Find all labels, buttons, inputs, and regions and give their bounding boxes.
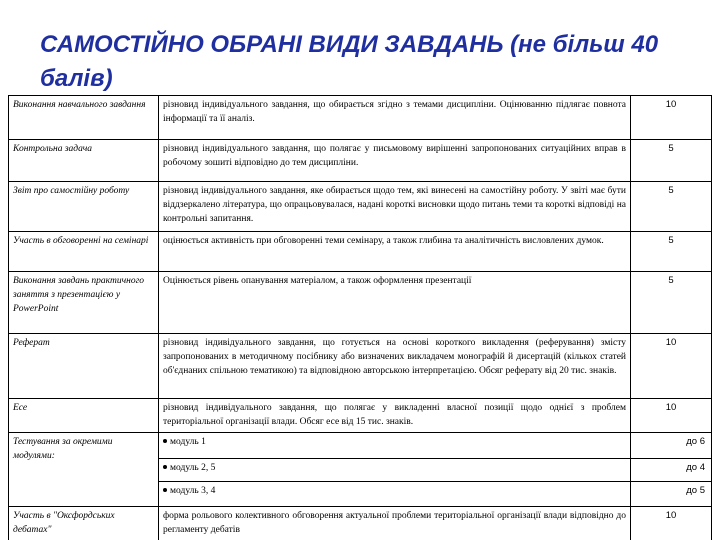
module-item xyxy=(159,459,631,482)
task-type: Участь в обговоренні на семінарі xyxy=(9,232,159,272)
task-type: Виконання завдань практичного заняття з презентацією у PowerPoint xyxy=(9,272,159,334)
table-row xyxy=(9,433,712,459)
task-points: до 4 xyxy=(631,459,712,482)
task-points: 5 xyxy=(631,140,712,182)
module-item xyxy=(159,482,631,507)
task-points: 10 xyxy=(631,334,712,399)
task-description: різновид індивідуального завдання, що полягає у письмовому вирішенні запропонованих ситуаційних вправ в робочому зошиті відповідно до тем дисципліни. xyxy=(159,140,631,182)
bullet-icon xyxy=(163,488,167,492)
table-row xyxy=(9,232,712,272)
task-description: різновид індивідуального завдання, яке обирається щодо тем, які винесені на самостійну роботу. У звіті має бути віддзеркалено література, що опрацьовувалася, надані короткі висновки щодо питань теми та короткі відповіді на контрольні запитання. xyxy=(159,182,631,232)
task-description: Оцінюється рівень опанування матеріалом, а також оформлення презентації xyxy=(159,272,631,334)
slide-title: САМОСТІЙНО ОБРАНІ ВИДИ ЗАВДАНЬ (не більш 40 балів) xyxy=(40,31,659,92)
table-row xyxy=(9,507,712,540)
task-points: до 5 xyxy=(631,482,712,507)
bullet-icon xyxy=(163,439,167,443)
task-type: Контрольна задача xyxy=(9,140,159,182)
table-row xyxy=(9,272,712,334)
tasks-table xyxy=(8,95,712,540)
table-row xyxy=(9,96,712,140)
task-type: Реферат xyxy=(9,334,159,399)
task-description: різновид індивідуального завдання, що полягає у викладенні власної позиції щодо однієї з проблем територіальної організації влади. Обсяг есе від 15 тис. знаків. xyxy=(159,399,631,433)
task-description: різновид індивідуального завдання, що готується на основі короткого викладення (реферування) змісту запропонованих в методичному посібнику або визначених викладачем монографій й дисертацій (кількох статей об'єднаних спільною тематикою) та відповідною авторською інтерпретацією. Обсяг реферату від 20 тис. знаків. xyxy=(159,334,631,399)
task-type: Виконання навчального завдання xyxy=(9,96,159,140)
table-row xyxy=(9,140,712,182)
task-points: 10 xyxy=(631,96,712,140)
table-row xyxy=(9,399,712,433)
task-points: 10 xyxy=(631,399,712,433)
task-type: Тестування за окремими модулями: xyxy=(9,433,159,507)
task-points: 5 xyxy=(631,232,712,272)
task-points: 5 xyxy=(631,182,712,232)
task-type: Участь в "Оксфордських дебатах" xyxy=(9,507,159,540)
module-label: модуль 3, 4 xyxy=(170,486,216,496)
task-description: форма рольового колективного обговорення актуальної проблеми територіальної організації влади відповідно до регламенту дебатів xyxy=(159,507,631,540)
module-label: модуль 1 xyxy=(170,437,206,447)
task-points: 5 xyxy=(631,272,712,334)
table-row xyxy=(9,182,712,232)
task-description: оцінюється активність при обговоренні теми семінару, а також глибина та аналітичність висловлених думок. xyxy=(159,232,631,272)
task-points: 10 xyxy=(631,507,712,540)
module-item xyxy=(159,433,631,459)
task-type: Есе xyxy=(9,399,159,433)
task-points: до 6 xyxy=(631,433,712,459)
table-row xyxy=(9,334,712,399)
task-type: Звіт про самостійну роботу xyxy=(9,182,159,232)
module-label: модуль 2, 5 xyxy=(170,463,216,473)
task-description: різновид індивідуального завдання, що обирається згідно з темами дисципліни. Оцінюванню підлягає повнота інформації та її аналіз. xyxy=(159,96,631,140)
bullet-icon xyxy=(163,465,167,469)
